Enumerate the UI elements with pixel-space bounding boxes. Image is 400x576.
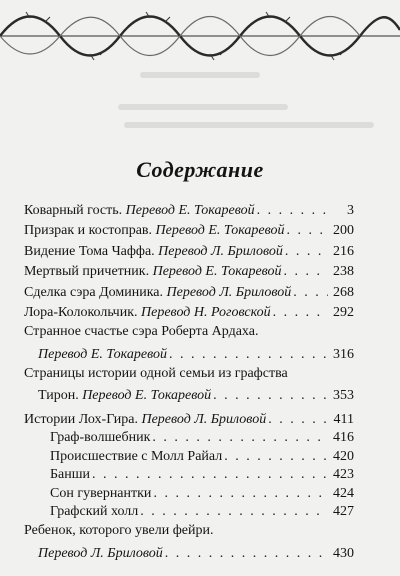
dot-leader — [291, 285, 328, 301]
toc-subentry — [24, 502, 354, 521]
toc-title: Мертвый причетник. — [24, 264, 150, 279]
toc-title: Происшествие с Молл Райал — [50, 448, 223, 464]
toc-page: 423 — [333, 467, 354, 482]
dot-leader — [285, 223, 328, 239]
bleed-through-mark — [124, 122, 374, 128]
table-of-contents — [24, 198, 354, 562]
toc-page: 420 — [333, 448, 354, 464]
toc-title: Графский холл — [50, 504, 139, 519]
toc-translator: Перевод Е. Токаревой — [125, 202, 255, 218]
dot-leader — [255, 203, 328, 219]
toc-page: 424 — [333, 485, 354, 501]
dot-leader — [282, 264, 328, 280]
dot-leader — [266, 412, 328, 428]
toc-entry — [24, 239, 354, 260]
toc-entry — [24, 407, 354, 428]
dot-leader — [271, 305, 328, 321]
toc-page: 416 — [333, 430, 354, 445]
toc-translator: Перевод Е. Токаревой — [155, 223, 285, 238]
page-title: Содержание — [136, 157, 264, 182]
toc-title: Призрак и костоправ. — [24, 223, 153, 238]
toc-page: 292 — [333, 305, 354, 320]
toc-subentry — [24, 483, 354, 502]
toc-page: 3 — [347, 202, 354, 218]
toc-entry — [24, 523, 354, 562]
toc-subentry — [24, 446, 354, 465]
toc-translator: Перевод Н. Роговской — [141, 305, 271, 320]
toc-title-line1: Страницы истории одной семьи из графства — [24, 365, 288, 381]
bleed-through-mark — [118, 104, 288, 110]
bleed-through-mark — [140, 72, 260, 78]
toc-entry — [24, 366, 354, 405]
dot-leader — [138, 504, 328, 520]
toc-translator: Перевод Л. Бриловой — [141, 411, 267, 427]
toc-title: Странное счастье сэра Роберта Ардаха. — [24, 324, 259, 339]
toc-translator: Перевод Е. Токаревой — [152, 264, 282, 279]
toc-page: 268 — [333, 284, 354, 300]
toc-title: Коварный гость. — [24, 202, 123, 218]
toc-title: Сон гувернантки — [50, 485, 152, 501]
toc-entry — [24, 198, 354, 219]
toc-translator: Перевод Л. Бриловой — [38, 545, 163, 561]
dot-leader — [283, 244, 328, 260]
toc-title: Ребенок, которого увели фейри. — [24, 523, 214, 538]
dot-leader — [163, 546, 328, 562]
dot-leader — [150, 430, 328, 446]
toc-subentry — [24, 465, 354, 484]
toc-entry — [24, 280, 354, 301]
dot-leader — [167, 347, 328, 363]
toc-entry — [24, 219, 354, 240]
decorative-vine-ornament — [0, 0, 400, 70]
toc-translator: Перевод Л. Бриловой — [158, 243, 283, 259]
toc-translator: Перевод Е. Токаревой — [38, 346, 167, 362]
toc-entry — [24, 324, 354, 363]
toc-title: Сделка сэра Доминика. — [24, 284, 163, 300]
toc-page: 316 — [333, 346, 354, 362]
toc-title: Истории Лох-Гира. — [24, 411, 138, 427]
toc-page: 411 — [333, 411, 354, 427]
toc-subentry — [24, 428, 354, 447]
toc-page: 430 — [333, 545, 354, 561]
dot-leader — [151, 486, 328, 502]
toc-title: Лора-Колокольчик. — [24, 305, 138, 320]
toc-page: 216 — [333, 243, 354, 259]
toc-page: 427 — [333, 504, 354, 519]
dot-leader — [222, 449, 328, 465]
toc-title: Граф-волшебник — [50, 430, 151, 445]
toc-title: Видение Тома Чаффа. — [24, 243, 155, 259]
toc-title-line2: Тирон. — [38, 388, 79, 403]
toc-entry — [24, 301, 354, 322]
toc-page: 238 — [333, 264, 354, 279]
toc-page: 353 — [333, 388, 354, 403]
toc-translator: Перевод Е. Токаревой — [82, 388, 212, 403]
toc-translator: Перевод Л. Бриловой — [166, 284, 292, 300]
dot-leader — [211, 388, 328, 404]
toc-title: Банши — [50, 467, 91, 482]
toc-entry — [24, 260, 354, 281]
dot-leader — [90, 467, 328, 483]
toc-page: 200 — [333, 223, 354, 238]
